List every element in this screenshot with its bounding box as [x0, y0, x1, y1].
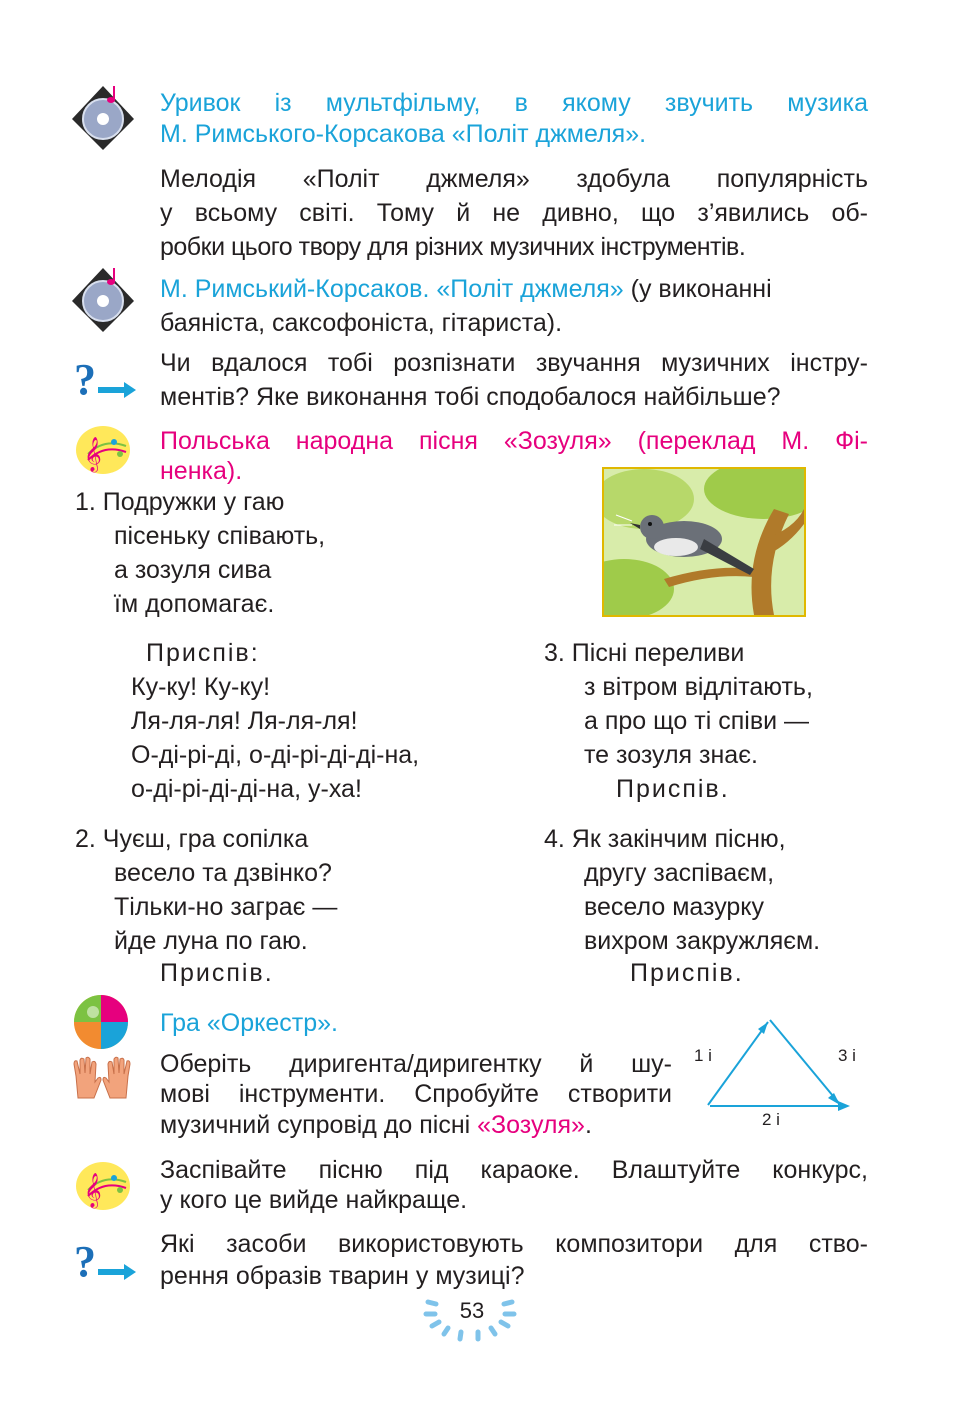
verse3-line2: з вітром відлітають,: [584, 673, 813, 701]
svg-text:𝄞: 𝄞: [84, 1173, 102, 1208]
verse2-line1: 2. Чуєш, гра сопілка: [75, 825, 309, 853]
listening-performers-intro: (у виконанні: [623, 275, 772, 303]
game-line3-text: музичний супровід до пісні: [160, 1111, 478, 1139]
disc-icon: [70, 82, 136, 152]
karaoke-line1: Заспівайте пісню під караоке. Влаштуйте конкурс,: [160, 1156, 868, 1184]
ball-icon: [73, 994, 129, 1050]
game-line3: [160, 1108, 592, 1142]
verse2-line2: весело та дзвінко?: [114, 859, 332, 887]
game-line3-period: .: [584, 1111, 592, 1139]
verse3-line3: а про що ті співи —: [584, 707, 810, 735]
question-arrow-icon: [72, 1238, 136, 1284]
paragraph-melody-line2: у всьому світі. Тому й не дивно, що з’явились об-: [160, 199, 868, 227]
verse2-line4: йде луна по гаю.: [114, 927, 308, 955]
listening-line2: баяніста, саксофоніста, гітариста).: [160, 309, 563, 337]
chorus-title: Приспів:: [146, 639, 260, 667]
cuckoo-illustration: [602, 467, 806, 617]
verse4-line3: весело мазурку: [584, 893, 765, 921]
cartoon-excerpt-line2: М. Римського-Корсакова «Політ джмеля».: [160, 120, 647, 148]
song-title-line2: ненка).: [160, 457, 243, 485]
karaoke-line2: у кого це вийде найкраще.: [160, 1186, 468, 1214]
chorus-line4: о-ді-рі-ді-ді-на, у-ха!: [131, 775, 362, 803]
song-title-line1: Польська народна пісня «Зозуля» (переклад М. Фі-: [160, 427, 868, 455]
paragraph-melody-line1: Мелодія «Політ джмеля» здобула популярність: [160, 165, 868, 193]
song-name-highlight: «Зозуля»: [477, 1111, 585, 1139]
verse1-line1: 1. Подружки у гаю: [75, 488, 285, 516]
verse3-chorus-ref: Приспів.: [616, 775, 730, 803]
disc-icon: [70, 264, 136, 334]
verse3-line4: те зозуля знає.: [584, 741, 758, 769]
verse1-line4: їм допомагає.: [114, 590, 275, 618]
verse4-line4: вихром закружляєм.: [584, 927, 821, 955]
verse1-line2: пісеньку співають,: [114, 522, 326, 550]
diagram-label-1: 1 і: [694, 1046, 712, 1065]
page-number: 53: [459, 1298, 485, 1323]
cartoon-excerpt-line1: Уривок із мультфільму, в якому звучить музика: [160, 89, 868, 117]
game-title: Гра «Оркестр».: [160, 1009, 338, 1037]
music-note-icon: [74, 1160, 132, 1212]
svg-text:?: ?: [74, 1238, 96, 1284]
verse2-line3: Тільки-но заграє —: [114, 893, 338, 921]
question-arrow-icon: [72, 356, 136, 402]
listening-line1: [160, 272, 868, 306]
svg-text:?: ?: [74, 356, 96, 402]
game-line2: мові інструменти. Спробуйте створити: [160, 1080, 672, 1108]
music-note-icon: [74, 424, 132, 476]
conducting-pattern-diagram: [690, 1012, 880, 1132]
verse4-line1: 4. Як закінчим пісню,: [544, 825, 786, 853]
verse4-chorus-ref: Приспів.: [630, 959, 744, 987]
svg-text:𝄞: 𝄞: [84, 437, 102, 472]
verse2-chorus-ref: Приспів.: [160, 959, 274, 987]
hands-icon: [70, 1054, 134, 1100]
verse3-line1: 3. Пісні переливи: [544, 639, 745, 667]
verse4-line2: другу заспіваєм,: [584, 859, 775, 887]
question1-line2: ментів? Яке виконання тобі сподобалося найбільше?: [160, 383, 781, 411]
question2-line2: рення образів тварин у музиці?: [160, 1262, 525, 1290]
paragraph-melody-line3: робки цього твору для різних музичних інструментів.: [160, 233, 746, 261]
chorus-line3: О-ді-рі-ді, о-ді-рі-ді-ді-на,: [131, 741, 420, 769]
chorus-line1: Ку-ку! Ку-ку!: [131, 673, 271, 701]
game-line1: Оберіть диригента/диригентку й шу-: [160, 1050, 672, 1078]
verse1-line3: а зозуля сива: [114, 556, 272, 584]
question1-line1: Чи вдалося тобі розпізнати звучання музичних інстру-: [160, 349, 868, 377]
diagram-label-2: 2 і: [762, 1110, 780, 1129]
diagram-label-3: 3 і: [838, 1046, 856, 1065]
listening-title: М. Римський-Корсаков. «Політ джмеля»: [160, 275, 624, 303]
chorus-line2: Ля-ля-ля! Ля-ля-ля!: [131, 707, 358, 735]
question2-line1: Які засоби використовують композитори для ство-: [160, 1230, 868, 1258]
